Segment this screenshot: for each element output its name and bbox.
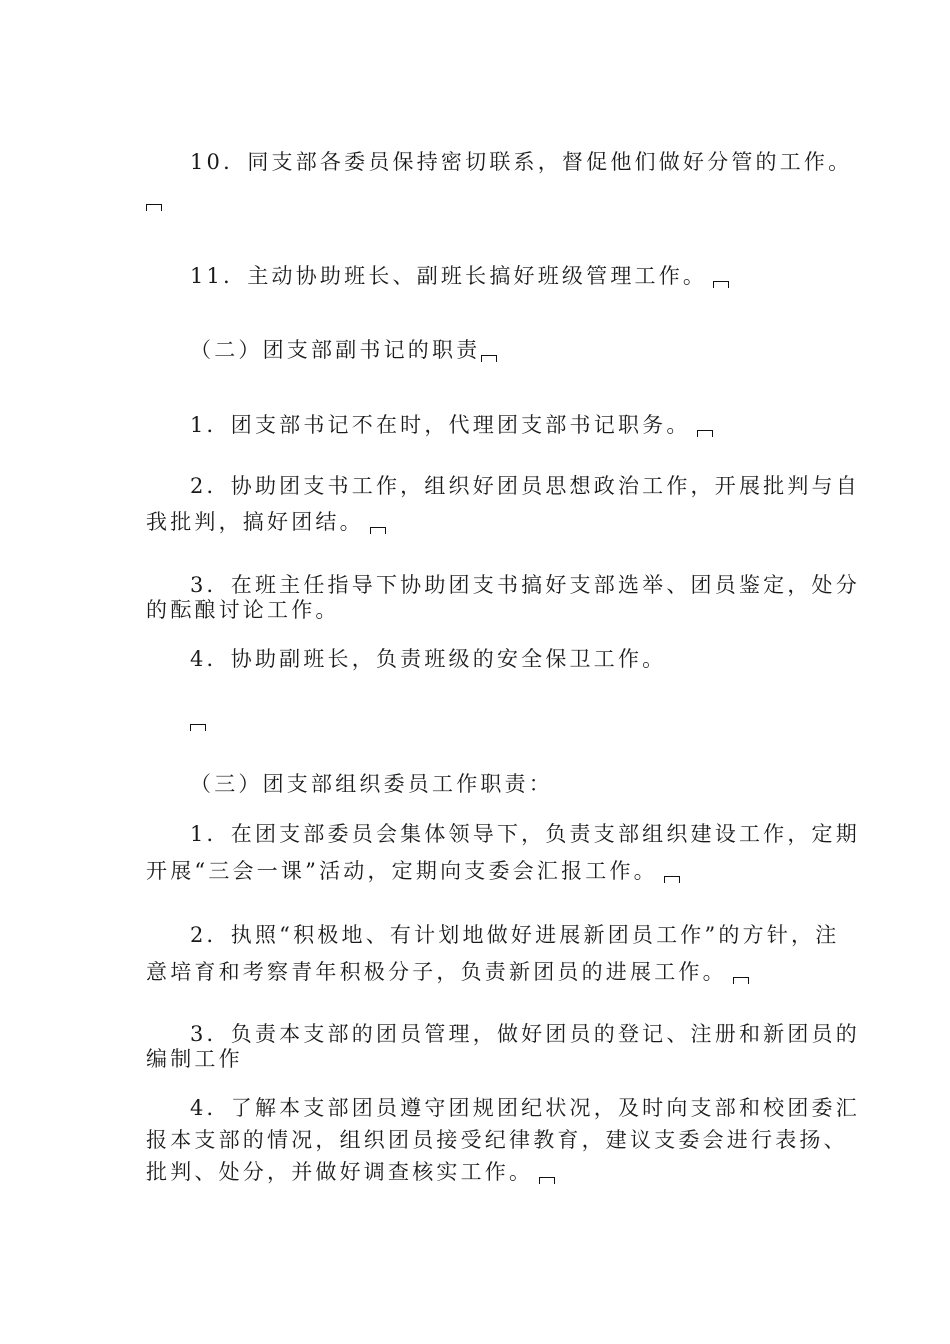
paragraph-line	[190, 1096, 860, 1120]
line-text: （三）团支部组织委员工作职责：	[190, 772, 553, 796]
paragraph-mark-icon	[190, 724, 206, 731]
paragraph-line	[190, 264, 729, 288]
line-text: （二）团支部副书记的职责	[190, 338, 481, 362]
paragraph-line	[190, 413, 713, 437]
line-text: 2．协助团支书工作，组织好团员思想政治工作，开展批判与自	[190, 474, 860, 498]
line-text: 编制工作	[146, 1047, 243, 1071]
paragraph-mark-icon	[370, 527, 386, 534]
paragraph-mark-icon	[481, 355, 497, 362]
line-text: 4．了解本支部团员遵守团规团纪状况，及时向支部和校团委汇	[190, 1096, 860, 1120]
paragraph-mark-icon	[664, 876, 680, 883]
paragraph-line	[190, 474, 860, 498]
paragraph-line	[190, 573, 860, 597]
line-text: 开展“三会一课”活动，定期向支委会汇报工作。	[146, 859, 658, 883]
paragraph-line	[146, 1047, 243, 1071]
paragraph-mark-icon	[697, 430, 713, 437]
paragraph-line	[190, 1022, 860, 1046]
line-text: 3．在班主任指导下协助团支书搞好支部选举、团员鉴定，处分	[190, 573, 860, 597]
line-text: 2．执照“积极地、有计划地做好进展新团员工作”的方针，注	[190, 923, 840, 947]
line-text: 1．在团支部委员会集体领导下，负责支部组织建设工作，定期	[190, 822, 860, 846]
line-text: 10．同支部各委员保持密切联系，督促他们做好分管的工作。	[190, 150, 853, 174]
paragraph-line	[146, 510, 386, 534]
line-text: 4．协助副班长，负责班级的安全保卫工作。	[190, 647, 667, 671]
paragraph-line	[190, 923, 839, 947]
paragraph-line	[190, 150, 852, 174]
line-text: 我批判，搞好团结。	[146, 510, 364, 534]
paragraph-line	[146, 598, 340, 622]
line-text: 1．团支部书记不在时，代理团支部书记职务。	[190, 413, 691, 437]
paragraph-line	[146, 1128, 848, 1152]
line-text: 报本支部的情况，组织团员接受纪律教育，建议支委会进行表扬、	[146, 1128, 848, 1152]
paragraph-line	[146, 859, 680, 883]
paragraph-line	[146, 960, 749, 984]
line-text: 意培育和考察青年积极分子，负责新团员的进展工作。	[146, 960, 727, 984]
line-text: 的酝酿讨论工作。	[146, 598, 340, 622]
line-text: 11．主动协助班长、副班长搞好班级管理工作。	[190, 264, 708, 288]
paragraph-line	[190, 647, 666, 671]
section-heading	[190, 772, 553, 796]
paragraph-mark-icon	[733, 977, 749, 984]
paragraph-line	[190, 822, 860, 846]
paragraph-mark-icon	[713, 281, 729, 288]
line-text: 批判、处分，并做好调查核实工作。	[146, 1160, 534, 1184]
section-heading	[190, 338, 497, 362]
paragraph-mark-icon	[146, 204, 162, 211]
paragraph-line	[146, 1160, 555, 1184]
paragraph-mark-icon	[539, 1177, 555, 1184]
line-text: 3．负责本支部的团员管理，做好团员的登记、注册和新团员的	[190, 1022, 860, 1046]
